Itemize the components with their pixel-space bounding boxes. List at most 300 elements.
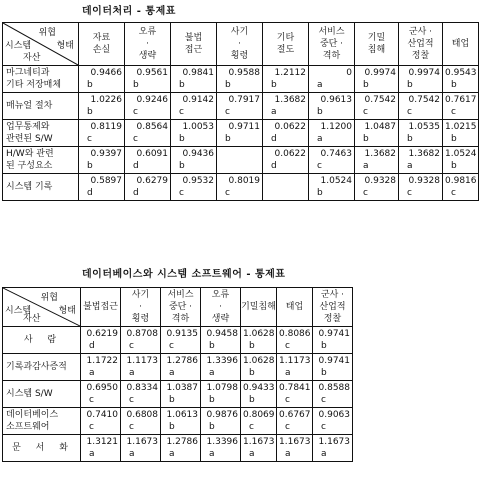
value-cell <box>399 174 443 201</box>
row-label-line: 시스템 기록 <box>6 182 53 192</box>
row-label <box>3 66 79 93</box>
value-cell <box>355 66 399 93</box>
value-cell <box>79 93 125 120</box>
value-cell <box>79 147 125 174</box>
value-cell <box>443 174 479 201</box>
column-header-line: 격하 <box>322 51 341 61</box>
value-cell <box>309 174 355 201</box>
cell-score: 0.8334 <box>126 383 158 393</box>
cell-grade: a <box>317 80 323 90</box>
cell-score: 0.9816 <box>445 176 477 186</box>
row-label-line: 매뉴얼 절차 <box>6 101 53 111</box>
value-cell <box>263 120 309 147</box>
cell-score: 0.9142 <box>182 95 214 105</box>
column-header-line: 태업 <box>285 302 304 312</box>
value-cell <box>79 174 125 201</box>
cell-score: 0.9841 <box>182 68 214 78</box>
cell-score: 1.1200 <box>320 122 352 132</box>
cell-score <box>265 175 306 187</box>
cell-grade: a <box>249 449 255 459</box>
column-header-line: 중단 · <box>168 302 193 312</box>
cell-score: 0.6279 <box>136 176 168 186</box>
cell-grade: c <box>321 422 326 432</box>
cell-grade: a <box>169 368 175 378</box>
column-header <box>277 288 313 327</box>
cell-score: 0.8069 <box>243 410 275 420</box>
cell-grade: d <box>133 188 139 198</box>
row-label <box>3 147 79 174</box>
cell-grade: b <box>209 341 215 351</box>
row-label-line: 업무통제와 <box>6 122 50 132</box>
value-cell <box>121 408 161 435</box>
row-label-line: 문 서 화 <box>12 443 74 453</box>
cell-grade: b <box>179 161 185 171</box>
cell-grade: c <box>225 107 230 117</box>
cell-score: 1.0524 <box>320 176 352 186</box>
corner-system-label: 시스템 <box>5 41 32 51</box>
value-cell <box>313 408 353 435</box>
cell-score: 0.7542 <box>408 95 440 105</box>
cell-grade: b <box>407 80 413 90</box>
value-cell <box>355 174 399 201</box>
value-cell <box>217 147 263 174</box>
value-cell <box>171 66 217 93</box>
value-cell <box>161 354 201 381</box>
cell-score: 1.1673 <box>318 437 350 447</box>
cell-grade: b <box>407 134 413 144</box>
cell-grade: d <box>87 188 93 198</box>
value-cell <box>313 435 353 462</box>
cell-grade: a <box>363 161 369 171</box>
column-header-line: 기밀 <box>367 33 386 43</box>
value-cell <box>171 120 217 147</box>
cell-grade: b <box>321 368 327 378</box>
cell-score: 0.6950 <box>86 383 118 393</box>
cell-grade: c <box>285 341 290 351</box>
cell-score: 0.9466 <box>90 68 122 78</box>
cell-grade: b <box>209 395 215 405</box>
table-row <box>3 174 479 201</box>
row-label-line: 마그네티과 <box>6 68 50 78</box>
cell-grade: b <box>317 107 323 117</box>
cell-grade: b <box>451 80 457 90</box>
value-cell <box>399 147 443 174</box>
cell-grade: a <box>89 368 95 378</box>
column-header <box>241 288 277 327</box>
value-cell <box>313 327 353 354</box>
value-cell <box>201 327 241 354</box>
cell-grade: b <box>179 80 185 90</box>
value-cell <box>121 435 161 462</box>
value-cell <box>161 408 201 435</box>
value-cell <box>399 120 443 147</box>
cell-grade: b <box>133 80 139 90</box>
corner-system-label: 시스템 <box>5 306 32 316</box>
row-label-line: 기타 저장매체 <box>6 80 62 90</box>
cell-grade: a <box>129 368 135 378</box>
column-header <box>125 23 171 66</box>
cell-score: 1.0628 <box>243 356 275 366</box>
value-cell <box>277 408 313 435</box>
table-row <box>3 435 353 462</box>
cell-score: 0.8019 <box>228 176 260 186</box>
column-header-line: 침해 <box>367 45 386 55</box>
corner-type-label: 형태 <box>56 41 74 51</box>
table1-title: 데이터처리 - 통제표 <box>82 6 176 17</box>
cell-grade: c <box>129 341 134 351</box>
column-header-line: 사기 <box>131 290 150 300</box>
value-cell <box>263 93 309 120</box>
column-header <box>81 288 121 327</box>
column-header-line: 산업적 <box>319 302 346 312</box>
cell-grade: c <box>179 188 184 198</box>
value-cell <box>81 408 121 435</box>
value-cell <box>241 327 277 354</box>
row-label-line: H/W와 관련 <box>6 149 54 159</box>
column-header-line: 생략 <box>211 314 230 324</box>
cell-score: 1.0535 <box>408 122 440 132</box>
cell-grade: c <box>285 422 290 432</box>
cell-grade: c <box>249 422 254 432</box>
value-cell <box>443 147 479 174</box>
column-header <box>309 23 355 66</box>
table-row <box>3 147 479 174</box>
column-header-line: 횡령 <box>230 51 249 61</box>
corner-top-label: 위협 <box>40 293 58 303</box>
cell-score: 0.9741 <box>318 356 350 366</box>
cell-score: 0.9135 <box>166 329 198 339</box>
value-cell <box>81 381 121 408</box>
corner-top-label: 위협 <box>38 28 56 38</box>
value-cell <box>201 354 241 381</box>
cell-grade: b <box>87 161 93 171</box>
column-header-line: 불법 <box>184 33 203 43</box>
cell-score: 0.9543 <box>445 68 477 78</box>
column-header <box>313 288 353 327</box>
row-label-line: 사 람 <box>23 335 63 345</box>
cell-grade: a <box>209 449 215 459</box>
row-label <box>3 174 79 201</box>
row-label <box>3 354 81 381</box>
table1-control-table <box>2 22 479 201</box>
row-label-line: 기록과감사증적 <box>6 362 67 372</box>
cell-score: 0.7617 <box>445 95 477 105</box>
column-header-line: 오류 <box>138 27 157 37</box>
table-row <box>3 66 479 93</box>
cell-grade: b <box>209 422 215 432</box>
column-header <box>161 288 201 327</box>
value-cell <box>277 327 313 354</box>
row-label <box>3 93 79 120</box>
value-cell <box>217 120 263 147</box>
value-cell <box>309 120 355 147</box>
cell-score: 1.0487 <box>364 122 396 132</box>
cell-grade: c <box>363 188 368 198</box>
cell-score: 0.7841 <box>279 383 311 393</box>
value-cell <box>263 174 309 201</box>
column-header-line: 기타 <box>276 33 295 43</box>
column-header <box>171 23 217 66</box>
value-cell <box>313 354 353 381</box>
header-row <box>3 288 353 327</box>
cell-score: 1.3682 <box>408 149 440 159</box>
cell-score: 0.9613 <box>320 95 352 105</box>
cell-grade: b <box>87 107 93 117</box>
cell-score <box>219 148 260 160</box>
row-label-line: 관련된 S/W <box>6 134 53 144</box>
table-row <box>3 381 353 408</box>
cell-score: 0.9974 <box>364 68 396 78</box>
cell-grade: a <box>129 449 135 459</box>
cell-score: 0.6767 <box>279 410 311 420</box>
cell-score: 0.9532 <box>182 176 214 186</box>
cell-score: 0.9876 <box>206 410 238 420</box>
cell-grade: b <box>169 422 175 432</box>
value-cell <box>201 408 241 435</box>
value-cell <box>277 381 313 408</box>
cell-score: 0.8708 <box>126 329 158 339</box>
column-header <box>355 23 399 66</box>
cell-score: 1.0628 <box>243 329 275 339</box>
cell-score: 0.0622 <box>274 149 306 159</box>
cell-score: 0 <box>346 68 352 78</box>
value-cell <box>443 93 479 120</box>
column-header-line: 생략 <box>138 51 157 61</box>
cell-grade: c <box>317 161 322 171</box>
cell-grade: a <box>209 368 215 378</box>
cell-score: 0.9588 <box>228 68 260 78</box>
cell-score: 0.9397 <box>90 149 122 159</box>
corner-header <box>3 288 81 327</box>
table-row <box>3 93 479 120</box>
column-header-line: 격하 <box>171 314 190 324</box>
value-cell <box>263 66 309 93</box>
cell-grade: c <box>129 422 134 432</box>
cell-grade: b <box>249 395 255 405</box>
column-header-line: 정찰 <box>411 51 430 61</box>
value-cell <box>161 381 201 408</box>
column-header-line: 서비스 <box>167 290 194 300</box>
value-cell <box>121 354 161 381</box>
column-header-line: 중단 · <box>319 39 344 49</box>
cell-grade: b <box>249 341 255 351</box>
column-header <box>217 23 263 66</box>
value-cell <box>217 66 263 93</box>
value-cell <box>171 93 217 120</box>
cell-score: 1.3682 <box>364 149 396 159</box>
cell-score: 0.8119 <box>90 122 122 132</box>
value-cell <box>241 354 277 381</box>
column-header-line: 서비스 <box>318 27 345 37</box>
value-cell <box>355 93 399 120</box>
cell-score: 0.9246 <box>136 95 168 105</box>
row-label <box>3 327 81 354</box>
cell-grade: b <box>225 80 231 90</box>
cell-grade: c <box>129 395 134 405</box>
value-cell <box>125 147 171 174</box>
value-cell <box>399 66 443 93</box>
column-header-line: 접근 <box>184 45 203 55</box>
cell-score: 0.7410 <box>86 410 118 420</box>
row-label <box>3 408 81 435</box>
cell-grade: c <box>321 395 326 405</box>
cell-score: 0.8588 <box>318 383 350 393</box>
value-cell <box>309 66 355 93</box>
cell-grade: c <box>363 107 368 117</box>
cell-score: 1.0215 <box>445 122 477 132</box>
cell-score: 1.0524 <box>445 149 477 159</box>
column-header-line: 절도 <box>276 45 295 55</box>
cell-grade: a <box>169 449 175 459</box>
column-header <box>201 288 241 327</box>
cell-grade: d <box>271 134 277 144</box>
value-cell <box>121 381 161 408</box>
table-row <box>3 408 353 435</box>
cell-grade: b <box>451 134 457 144</box>
corner-type-label: 형태 <box>58 306 76 316</box>
column-header <box>121 288 161 327</box>
row-label-line: 시스템 S/W <box>6 389 53 399</box>
cell-grade: a <box>285 449 291 459</box>
corner-asset-label: 자산 <box>23 314 41 324</box>
table-row <box>3 120 479 147</box>
cell-grade <box>265 187 306 199</box>
cell-grade: b <box>363 134 369 144</box>
column-header <box>399 23 443 66</box>
cell-grade: c <box>451 107 456 117</box>
cell-grade: c <box>133 134 138 144</box>
value-cell <box>121 327 161 354</box>
column-header-line: · <box>139 302 142 312</box>
column-header-line: 기밀침해 <box>241 302 276 312</box>
cell-score: 1.1173 <box>126 356 158 366</box>
value-cell <box>171 174 217 201</box>
cell-score: 0.7542 <box>364 95 396 105</box>
cell-score: 1.0798 <box>206 383 238 393</box>
corner-asset-label: 자산 <box>23 53 41 63</box>
cell-score: 0.9711 <box>228 122 260 132</box>
cell-score: 1.1673 <box>243 437 275 447</box>
value-cell <box>355 147 399 174</box>
cell-score: 1.0226 <box>90 95 122 105</box>
cell-score: 1.3682 <box>274 95 306 105</box>
value-cell <box>125 174 171 201</box>
value-cell <box>443 120 479 147</box>
cell-grade: c <box>407 188 412 198</box>
value-cell <box>263 147 309 174</box>
value-cell <box>201 435 241 462</box>
cell-score: 0.9433 <box>243 383 275 393</box>
cell-grade: c <box>169 341 174 351</box>
value-cell <box>201 381 241 408</box>
row-label <box>3 381 81 408</box>
cell-score: 0.9063 <box>318 410 350 420</box>
cell-score: 1.0613 <box>166 410 198 420</box>
cell-score: 0.5897 <box>90 176 122 186</box>
column-header <box>263 23 309 66</box>
cell-grade: d <box>133 161 139 171</box>
column-header-line: · <box>238 39 241 49</box>
cell-score: 0.7463 <box>320 149 352 159</box>
header-row <box>3 23 479 66</box>
row-label-line: 데이터베이스 <box>6 410 59 420</box>
value-cell <box>161 435 201 462</box>
column-header-line: · <box>146 39 149 49</box>
cell-grade: c <box>285 395 290 405</box>
value-cell <box>125 93 171 120</box>
column-header-line: 정찰 <box>323 314 342 324</box>
value-cell <box>241 381 277 408</box>
value-cell <box>309 147 355 174</box>
table2-title: 데이터베이스와 시스템 소프트웨어 - 통제표 <box>82 269 286 280</box>
cell-grade: c <box>89 422 94 432</box>
cell-grade: c <box>179 107 184 117</box>
cell-grade: b <box>363 80 369 90</box>
cell-grade: b <box>169 395 175 405</box>
cell-score: 0.7917 <box>228 95 260 105</box>
row-label <box>3 120 79 147</box>
cell-score: 0.6091 <box>136 149 168 159</box>
cell-score: 0.0622 <box>274 122 306 132</box>
cell-score: 1.3396 <box>206 437 238 447</box>
cell-grade: b <box>271 80 277 90</box>
cell-grade: b <box>249 368 255 378</box>
value-cell <box>217 174 263 201</box>
value-cell <box>277 435 313 462</box>
cell-grade: d <box>89 341 95 351</box>
cell-score: 1.1722 <box>86 356 118 366</box>
column-header-line: · <box>219 302 222 312</box>
cell-score: 0.9974 <box>408 68 440 78</box>
column-header-line: 오류 <box>211 290 230 300</box>
cell-grade: b <box>225 134 231 144</box>
cell-score: 1.1673 <box>126 437 158 447</box>
cell-grade: c <box>133 107 138 117</box>
value-cell <box>309 93 355 120</box>
cell-score: 0.9741 <box>318 329 350 339</box>
cell-score: 1.2112 <box>274 68 306 78</box>
cell-score: 0.6808 <box>126 410 158 420</box>
value-cell <box>399 93 443 120</box>
cell-grade: a <box>407 161 413 171</box>
cell-grade: b <box>451 161 457 171</box>
value-cell <box>355 120 399 147</box>
value-cell <box>81 354 121 381</box>
value-cell <box>171 147 217 174</box>
table-row <box>3 354 353 381</box>
column-header-line: 군사 · <box>320 290 345 300</box>
cell-grade: c <box>407 107 412 117</box>
value-cell <box>81 435 121 462</box>
column-header-line: 군사 · <box>408 27 433 37</box>
column-header-line: 산업적 <box>407 39 434 49</box>
cell-grade: c <box>451 188 456 198</box>
cell-score: 0.6219 <box>86 329 118 339</box>
cell-score: 1.1173 <box>279 356 311 366</box>
cell-score: 0.9561 <box>136 68 168 78</box>
column-header-line: 횡령 <box>131 314 150 324</box>
cell-grade: d <box>271 161 277 171</box>
column-header-line: 태업 <box>451 39 470 49</box>
row-label-line: 된 구성요소 <box>6 161 53 171</box>
cell-score: 0.9328 <box>408 176 440 186</box>
value-cell <box>161 327 201 354</box>
cell-grade: b <box>179 134 185 144</box>
cell-score: 1.0053 <box>182 122 214 132</box>
cell-grade <box>219 160 260 172</box>
cell-score: 0.8086 <box>279 329 311 339</box>
column-header-line: 자료 <box>92 33 111 43</box>
